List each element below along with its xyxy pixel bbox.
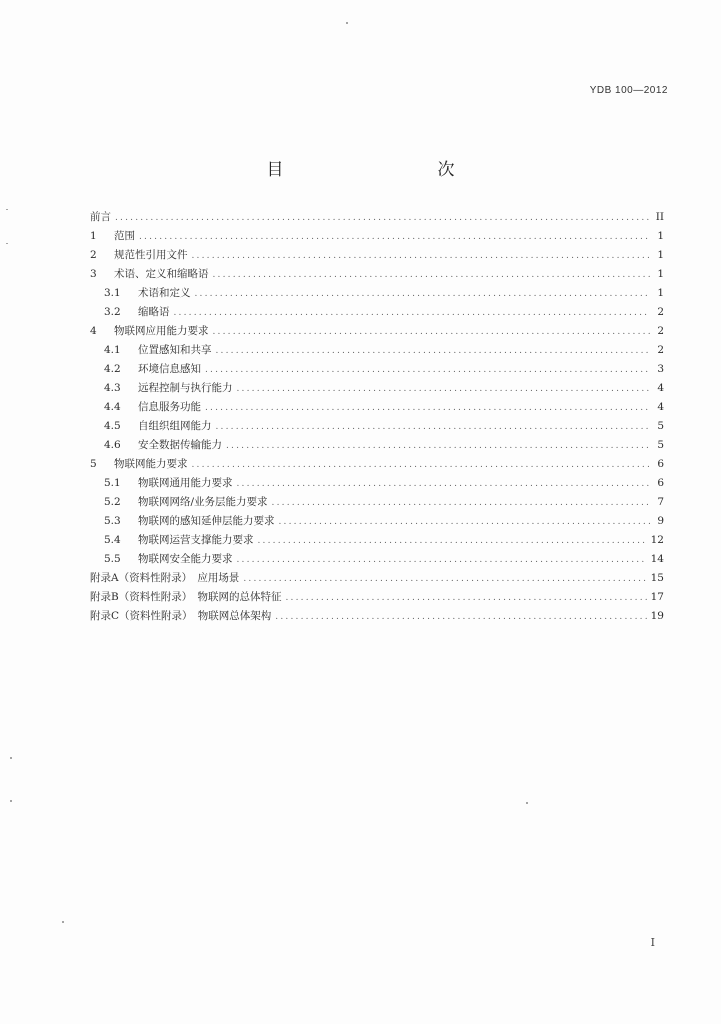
toc-entry bbox=[90, 284, 664, 303]
toc-entry-page: 19 bbox=[650, 610, 664, 622]
toc-entry-page: 2 bbox=[657, 325, 664, 337]
page-number: I bbox=[650, 936, 655, 949]
toc-entry-page: 3 bbox=[657, 363, 664, 375]
toc-entry-number: 4 bbox=[90, 325, 97, 337]
toc-entry-page: 1 bbox=[657, 268, 664, 280]
toc-entry-page: 2 bbox=[657, 306, 664, 318]
toc-entry-label: 附录A（资料性附录） 应用场景 bbox=[90, 572, 240, 584]
toc-entry-number: 5 bbox=[90, 458, 97, 470]
toc-entry-label: 范围 bbox=[114, 230, 135, 242]
toc-entry-page: 14 bbox=[650, 553, 664, 565]
toc-entry-number: 5.3 bbox=[104, 515, 121, 527]
toc-entry-number: 3.2 bbox=[104, 306, 121, 318]
toc-entry bbox=[90, 531, 664, 550]
toc-entry-label: 安全数据传输能力 bbox=[138, 439, 222, 451]
toc-entry-page: 12 bbox=[650, 534, 664, 546]
scan-speck bbox=[6, 243, 8, 244]
toc-entry-page: 9 bbox=[657, 515, 664, 527]
toc-leader-dots bbox=[139, 228, 650, 247]
toc-entry-number: 4.3 bbox=[104, 382, 121, 394]
toc-entry-label: 物联网网络/业务层能力要求 bbox=[138, 496, 268, 508]
table-of-contents bbox=[90, 208, 664, 626]
toc-entry-number: 4.1 bbox=[104, 344, 121, 356]
toc-entry-page: 7 bbox=[657, 496, 664, 508]
toc-entry-label: 物联网的感知延伸层能力要求 bbox=[138, 515, 275, 527]
scan-speck bbox=[10, 757, 12, 759]
toc-entry bbox=[90, 569, 664, 588]
toc-entry bbox=[90, 322, 664, 341]
toc-entry-page: 1 bbox=[657, 249, 664, 261]
toc-entry-label: 远程控制与执行能力 bbox=[138, 382, 233, 394]
toc-entry-label: 信息服务功能 bbox=[138, 401, 201, 413]
toc-entry bbox=[90, 303, 664, 322]
toc-entry bbox=[90, 379, 664, 398]
toc-leader-dots bbox=[272, 494, 650, 513]
toc-entry-label: 物联网应用能力要求 bbox=[114, 325, 209, 337]
toc-entry bbox=[90, 550, 664, 569]
toc-entry-number: 3 bbox=[90, 268, 97, 280]
toc-entry-page: 4 bbox=[657, 382, 664, 394]
toc-entry bbox=[90, 588, 664, 607]
toc-leader-dots bbox=[195, 285, 651, 304]
toc-entry bbox=[90, 265, 664, 284]
toc-entry-label: 物联网能力要求 bbox=[114, 458, 188, 470]
toc-entry-page: 1 bbox=[657, 230, 664, 242]
toc-leader-dots bbox=[243, 570, 646, 589]
scan-speck bbox=[526, 802, 528, 804]
toc-entry-page: 1 bbox=[657, 287, 664, 299]
toc-entry-label: 物联网通用能力要求 bbox=[138, 477, 233, 489]
toc-leader-dots bbox=[285, 589, 646, 608]
toc-leader-dots bbox=[205, 399, 650, 418]
toc-entry-page: II bbox=[655, 211, 664, 223]
toc-leader-dots bbox=[216, 342, 651, 361]
toc-entry-label: 缩略语 bbox=[138, 306, 170, 318]
toc-leader-dots bbox=[174, 304, 651, 323]
scan-speck bbox=[10, 800, 12, 802]
toc-entry bbox=[90, 417, 664, 436]
toc-leader-dots bbox=[192, 456, 651, 475]
page-title: 目 次 bbox=[266, 160, 495, 180]
toc-leader-dots bbox=[205, 361, 650, 380]
toc-entry-label: 物联网运营支撑能力要求 bbox=[138, 534, 254, 546]
toc-entry-label: 附录C（资料性附录） 物联网总体架构 bbox=[90, 610, 272, 622]
toc-entry-number: 4.2 bbox=[104, 363, 121, 375]
toc-entry bbox=[90, 360, 664, 379]
toc-entry-number: 3.1 bbox=[104, 287, 121, 299]
scan-speck bbox=[346, 22, 348, 24]
toc-entry-number: 4.4 bbox=[104, 401, 121, 413]
document-code: YDB 100—2012 bbox=[589, 85, 668, 96]
toc-entry-label: 自组织组网能力 bbox=[138, 420, 212, 432]
toc-entry bbox=[90, 455, 664, 474]
toc-entry-label: 术语、定义和缩略语 bbox=[114, 268, 209, 280]
toc-entry-number: 1 bbox=[90, 230, 97, 242]
toc-entry bbox=[90, 398, 664, 417]
toc-entry-number: 4.6 bbox=[104, 439, 121, 451]
toc-entry bbox=[90, 246, 664, 265]
toc-entry bbox=[90, 512, 664, 531]
toc-entry-label: 术语和定义 bbox=[138, 287, 191, 299]
toc-entry-number: 5.2 bbox=[104, 496, 121, 508]
scan-speck bbox=[6, 209, 8, 210]
toc-entry-page: 2 bbox=[657, 344, 664, 356]
toc-entry-page: 4 bbox=[657, 401, 664, 413]
scan-speck bbox=[62, 921, 64, 923]
toc-entry-label: 规范性引用文件 bbox=[114, 249, 188, 261]
toc-entry-page: 5 bbox=[657, 439, 664, 451]
toc-entry bbox=[90, 227, 664, 246]
toc-entry bbox=[90, 341, 664, 360]
toc-leader-dots bbox=[213, 266, 651, 285]
toc-leader-dots bbox=[237, 380, 651, 399]
toc-leader-dots bbox=[258, 532, 647, 551]
toc-entry bbox=[90, 493, 664, 512]
toc-leader-dots bbox=[226, 437, 650, 456]
toc-entry-number: 5.5 bbox=[104, 553, 121, 565]
toc-entry-label: 前言 bbox=[90, 211, 111, 223]
toc-leader-dots bbox=[237, 475, 651, 494]
toc-entry-page: 6 bbox=[657, 458, 664, 470]
toc-leader-dots bbox=[237, 551, 647, 570]
toc-leader-dots bbox=[216, 418, 651, 437]
toc-leader-dots bbox=[279, 513, 651, 532]
toc-entry-label: 物联网安全能力要求 bbox=[138, 553, 233, 565]
toc-leader-dots bbox=[192, 247, 651, 266]
toc-entry-label: 环境信息感知 bbox=[138, 363, 201, 375]
toc-leader-dots bbox=[213, 323, 651, 342]
toc-entry-number: 4.5 bbox=[104, 420, 121, 432]
toc-entry-label: 位置感知和共享 bbox=[138, 344, 212, 356]
toc-entry bbox=[90, 208, 664, 227]
toc-entry-page: 5 bbox=[657, 420, 664, 432]
toc-entry-number: 5.1 bbox=[104, 477, 121, 489]
toc-entry-page: 15 bbox=[650, 572, 664, 584]
toc-entry-page: 6 bbox=[657, 477, 664, 489]
toc-entry bbox=[90, 436, 664, 455]
toc-leader-dots bbox=[275, 608, 646, 627]
toc-entry-page: 17 bbox=[650, 591, 664, 603]
toc-leader-dots bbox=[115, 209, 650, 228]
toc-entry bbox=[90, 474, 664, 493]
toc-entry-number: 2 bbox=[90, 249, 97, 261]
toc-entry-number: 5.4 bbox=[104, 534, 121, 546]
toc-entry bbox=[90, 607, 664, 626]
toc-entry-label: 附录B（资料性附录） 物联网的总体特征 bbox=[90, 591, 282, 603]
